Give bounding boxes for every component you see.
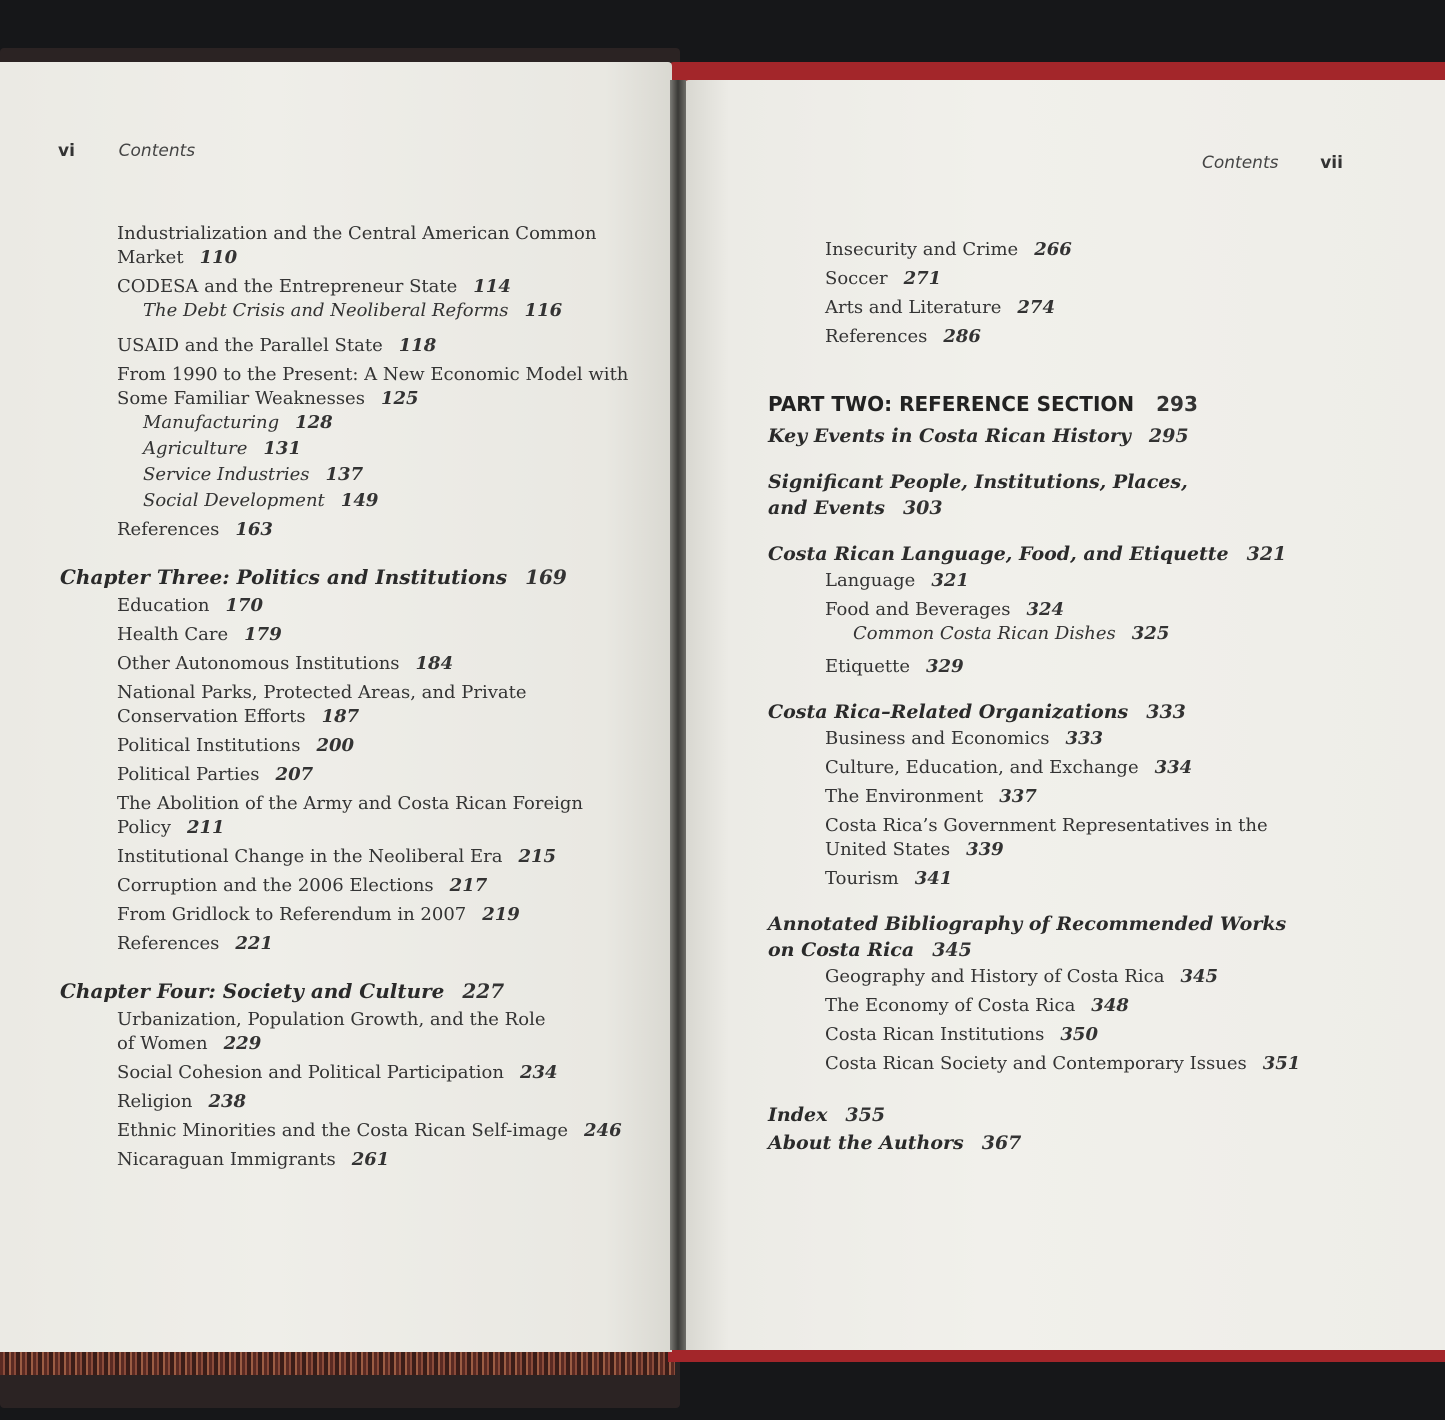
toc-subentry: Service Industries 137 (143, 464, 364, 485)
toc-entry: Health Care 179 (117, 624, 282, 645)
toc-entry: Costa Rican Institutions 350 (825, 1024, 1098, 1045)
left-page-header (58, 140, 195, 161)
toc-entry: Ethnic Minorities and the Costa Rican Self-image 246 (117, 1120, 622, 1141)
toc-entry: Political Parties 207 (117, 764, 314, 785)
toc-entry: Arts and Literature 274 (825, 297, 1055, 318)
toc-entry: Political Institutions 200 (117, 735, 355, 756)
left-running-head: Contents (118, 141, 196, 161)
toc-chapter: About the Authors 367 (768, 1132, 1022, 1154)
toc-chapter: Chapter Three: Politics and Institutions 169 (60, 565, 567, 589)
toc-entry: Other Autonomous Institutions 184 (117, 653, 454, 674)
toc-entry: The Environment 337 (825, 786, 1037, 807)
toc-entry: Language 321 (825, 570, 969, 591)
toc-chapter: Chapter Four: Society and Culture 227 (60, 979, 505, 1003)
toc-entry: Costa Rica’s Government Representatives in the United States 339 (825, 815, 1268, 860)
toc-subentry: Common Costa Rican Dishes 325 (853, 623, 1170, 644)
toc-entry: Corruption and the 2006 Elections 217 (117, 875, 488, 896)
toc-entry: Business and Economics 333 (825, 728, 1104, 749)
toc-chapter: Costa Rican Language, Food, and Etiquette 321 (768, 543, 1287, 565)
toc-entry: Soccer 271 (825, 268, 942, 289)
toc-subentry: Manufacturing 128 (143, 412, 333, 433)
toc-entry: References 221 (117, 933, 273, 954)
toc-entry: Urbanization, Population Growth, and the Role of Women 229 (117, 1009, 546, 1054)
toc-entry: Insecurity and Crime 266 (825, 239, 1072, 260)
toc-left (60, 222, 640, 1177)
toc-entry: From 1990 to the Present: A New Economic Model with Some Familiar Weaknesses 125 (117, 364, 629, 409)
toc-entry: National Parks, Protected Areas, and Private Conservation Efforts 187 (117, 682, 527, 727)
toc-chapter: Index 355 (768, 1104, 886, 1126)
toc-subentry: Agriculture 131 (143, 438, 301, 459)
toc-entry: Geography and History of Costa Rica 345 (825, 966, 1219, 987)
toc-chapter: Annotated Bibliography of Recommended Works on Costa Rica 345 (768, 913, 1287, 961)
toc-entry: Industrialization and the Central American Common Market 110 (117, 223, 597, 268)
toc-entry: From Gridlock to Referendum in 2007 219 (117, 904, 520, 925)
toc-entry: Tourism 341 (825, 868, 953, 889)
toc-subentry: The Debt Crisis and Neoliberal Reforms 116 (143, 300, 563, 321)
toc-entry: Social Cohesion and Political Participation 234 (117, 1062, 558, 1083)
toc-entry: Food and Beverages 324 (825, 599, 1065, 620)
book-gutter (670, 80, 686, 1350)
toc-entry: References 163 (117, 519, 273, 540)
right-page-header (1202, 152, 1343, 173)
toc-entry: The Abolition of the Army and Costa Rican Foreign Policy 211 (117, 793, 583, 838)
toc-entry: References 286 (825, 326, 981, 347)
toc-right (768, 238, 1368, 1158)
toc-subentry: Social Development 149 (143, 490, 379, 511)
toc-chapter: Key Events in Costa Rican History 295 (768, 425, 1189, 447)
right-running-head: Contents (1202, 153, 1279, 173)
toc-entry: CODESA and the Entrepreneur State 114 (117, 276, 511, 297)
toc-entry: Education 170 (117, 595, 264, 616)
toc-entry: The Economy of Costa Rica 348 (825, 995, 1129, 1016)
toc-entry: Nicaraguan Immigrants 261 (117, 1149, 390, 1170)
toc-entry: Culture, Education, and Exchange 334 (825, 757, 1193, 778)
toc-entry: Costa Rican Society and Contemporary Issues 351 (825, 1053, 1301, 1074)
toc-entry: Institutional Change in the Neoliberal Era 215 (117, 846, 557, 867)
toc-chapter: Costa Rica–Related Organizations 333 (768, 701, 1186, 723)
toc-entry: Etiquette 329 (825, 656, 964, 677)
toc-part-heading: PART TWO: REFERENCE SECTION 293 (768, 392, 1198, 416)
right-page-number: vii (1320, 153, 1343, 173)
toc-entry: USAID and the Parallel State 118 (117, 335, 437, 356)
toc-entry: Religion 238 (117, 1091, 247, 1112)
toc-chapter: Significant People, Institutions, Places, and Events 303 (768, 471, 1188, 519)
left-page-number: vi (58, 141, 75, 161)
